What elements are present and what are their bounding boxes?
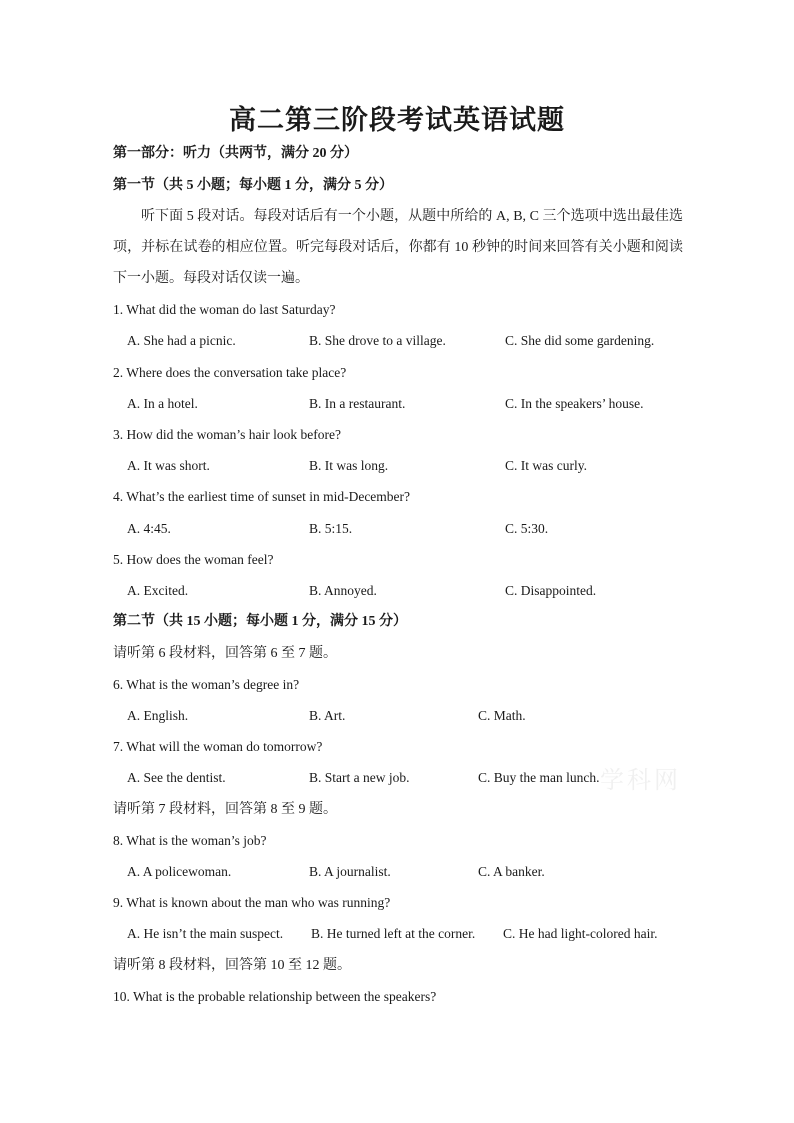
instr-10-12: 请听第 8 段材料，回答第 10 至 12 题。 bbox=[113, 958, 351, 973]
q7-option-c: C. Buy the man lunch. bbox=[478, 770, 600, 785]
q5-option-b: B. Annoyed. bbox=[309, 583, 377, 598]
question-6: 6. What is the woman’s degree in? bbox=[113, 677, 300, 692]
question-8: 8. What is the woman’s job? bbox=[113, 833, 267, 848]
q6-option-a: A. English. bbox=[127, 708, 189, 723]
watermark: 学科网 bbox=[600, 768, 681, 794]
q1-option-b: B. She drove to a village. bbox=[309, 333, 446, 348]
instructions-paragraph: 听下面 5 段对话。每段对话后有一个小题，从题中所给的 A, B, C 三个选项中选出最佳选项，并标在试卷的相应位置。听完每段对话后，你都有 10 秒钟的时间来回答有关小题和阅读下一小题。每段对话仅读一遍。 bbox=[113, 209, 683, 286]
q9-option-a: A. He isn’t the main suspect. bbox=[127, 926, 284, 941]
q8-option-a: A. A policewoman. bbox=[127, 864, 232, 879]
question-7: 7. What will the woman do tomorrow? bbox=[113, 739, 323, 754]
section2-header: 第二节（共 15 小题；每小题 1 分，满分 15 分） bbox=[113, 614, 407, 629]
q1-option-a: A. She had a picnic. bbox=[127, 333, 236, 348]
q8-option-c: C. A banker. bbox=[478, 864, 545, 879]
q5-option-c: C. Disappointed. bbox=[505, 583, 597, 598]
q3-option-b: B. It was long. bbox=[309, 458, 389, 473]
q6-option-b: B. Art. bbox=[309, 708, 346, 723]
section1-header: 第一节（共 5 小题；每小题 1 分，满分 5 分） bbox=[113, 178, 393, 193]
q4-option-a: A. 4:45. bbox=[127, 521, 171, 536]
q3-option-c: C. It was curly. bbox=[505, 458, 587, 473]
question-4: 4. What’s the earliest time of sunset in mid-December? bbox=[113, 489, 411, 504]
q2-option-c: C. In the speakers’ house. bbox=[505, 396, 644, 411]
q4-option-c: C. 5:30. bbox=[505, 521, 549, 536]
question-1: 1. What did the woman do last Saturday? bbox=[113, 302, 336, 317]
question-2: 2. Where does the conversation take place? bbox=[113, 365, 347, 380]
page-title: 高二第三阶段考试英语试题 bbox=[229, 105, 565, 135]
q9-option-b: B. He turned left at the corner. bbox=[311, 926, 476, 941]
q4-option-b: B. 5:15. bbox=[309, 521, 353, 536]
q6-option-c: C. Math. bbox=[478, 708, 526, 723]
q9-option-c: C. He had light-colored hair. bbox=[503, 926, 658, 941]
q5-option-a: A. Excited. bbox=[127, 583, 189, 598]
q8-option-b: B. A journalist. bbox=[309, 864, 391, 879]
q7-option-b: B. Start a new job. bbox=[309, 770, 410, 785]
part1-header: 第一部分：听力（共两节，满分 20 分） bbox=[113, 146, 358, 161]
q1-option-c: C. She did some gardening. bbox=[505, 333, 655, 348]
instr-8-9: 请听第 7 段材料，回答第 8 至 9 题。 bbox=[113, 802, 337, 817]
question-3: 3. How did the woman’s hair look before? bbox=[113, 427, 341, 442]
question-9: 9. What is known about the man who was running? bbox=[113, 895, 391, 910]
question-10: 10. What is the probable relationship between the speakers? bbox=[113, 989, 437, 1004]
q2-option-a: A. In a hotel. bbox=[127, 396, 198, 411]
q3-option-a: A. It was short. bbox=[127, 458, 210, 473]
question-5: 5. How does the woman feel? bbox=[113, 552, 274, 567]
instr-6-7: 请听第 6 段材料，回答第 6 至 7 题。 bbox=[113, 646, 337, 661]
q2-option-b: B. In a restaurant. bbox=[309, 396, 406, 411]
q7-option-a: A. See the dentist. bbox=[127, 770, 226, 785]
